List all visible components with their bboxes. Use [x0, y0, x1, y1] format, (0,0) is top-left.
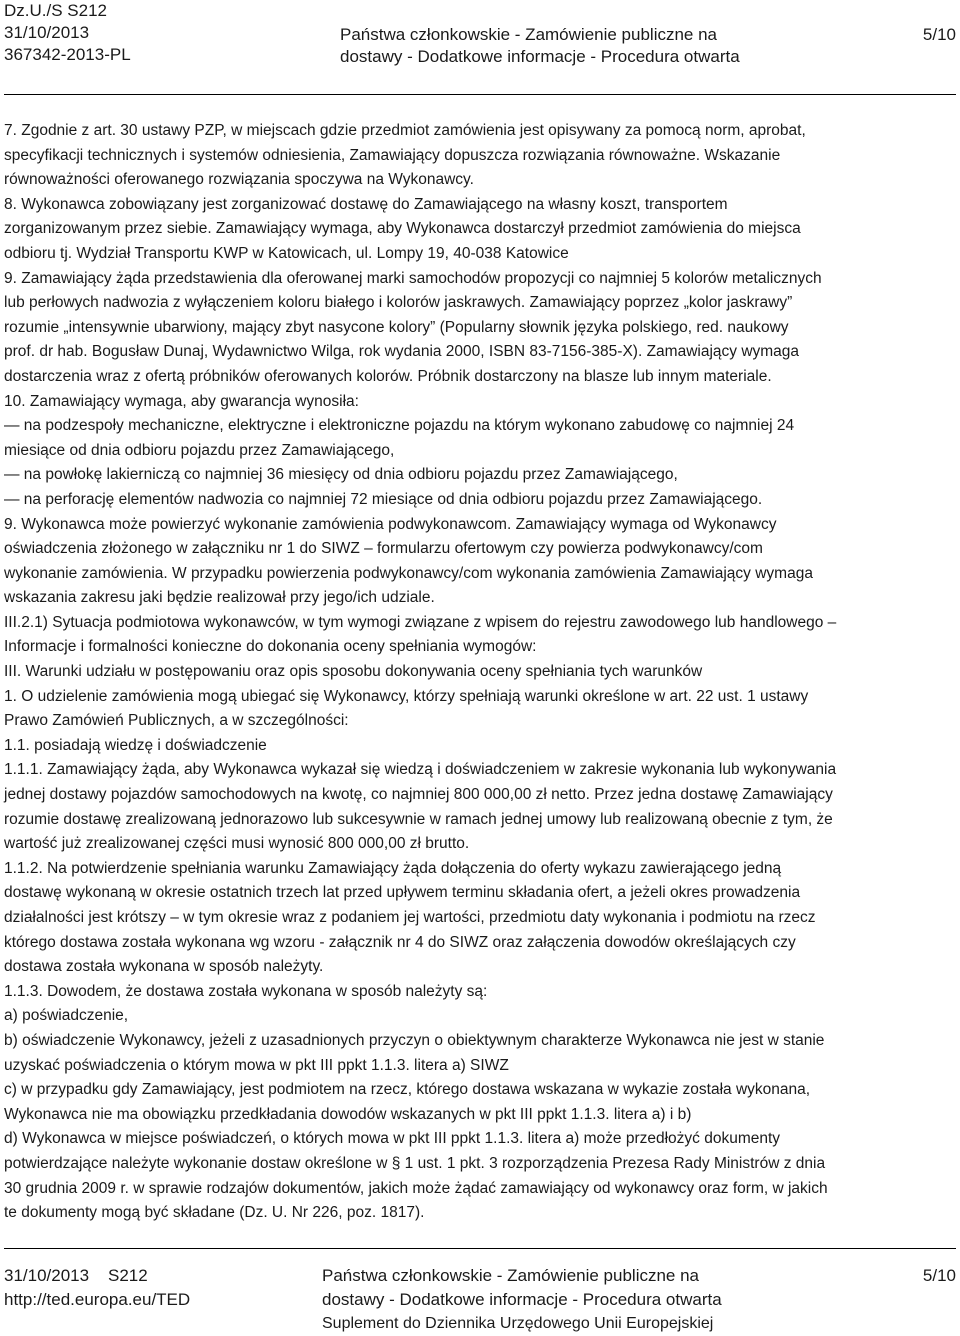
header-divider [4, 94, 956, 95]
footer-document-info [4, 1264, 190, 1312]
journal-reference: Dz.U./S S212 [4, 1, 107, 20]
text-line: 1.1.3. Dowodem, że dostawa została wykonana w sposób należyty są: [4, 982, 488, 1000]
text-line: 10. Zamawiający wymaga, aby gwarancja wynosiła: [4, 392, 359, 410]
text-line: 30 grudnia 2009 r. w sprawie rodzajów dokumentów, jakich może żądać zamawiający od wykonawcy oraz form, w jakich [4, 1179, 828, 1197]
text-line: dostawa została wykonana w sposób należyty. [4, 958, 324, 976]
footer-page-number: 5/10 [922, 1266, 956, 1285]
text-line: Wykonawca nie ma obowiązku przedkładania dowodów wskazanych w pkt III ppkt 1.1.3. litera a) i b) [4, 1105, 692, 1123]
footer-date: 31/10/2013 [4, 1266, 90, 1285]
text-line: rozumie dostawę zrealizowaną jednorazowo lub sukcesywnie w ramach jednej umowy lub realizowaną obecnie z tym, że [4, 810, 833, 828]
text-line: lub perłowych nadwozia z wyłączeniem koloru białego i kolorów jaskrawych. Zamawiający poprzez „kolor jaskrawy” [4, 294, 793, 312]
text-line: 9. Zamawiający żąda przedstawienia dla oferowanej marki samochodów propozycji co najmniej 5 kolorów metalicznych [4, 269, 822, 287]
text-line: — na powłokę lakierniczą co najmniej 36 miesięcy od dnia odbioru pojazdu przez Zamawiającego, [4, 466, 678, 484]
header-notice-type-line-2: dostawy - Dodatkowe informacje - Procedura otwarta [340, 47, 740, 66]
text-line: wartość już zrealizowanej części musi wynosić 800 000,00 zł brutto. [4, 835, 470, 853]
footer-notice-type [322, 1264, 722, 1336]
text-line: Informacje i formalności konieczne do dokonania oceny spełniania wymogów: [4, 638, 537, 656]
text-line: 1.1. posiadają wiedzę i doświadczenie [4, 736, 267, 754]
footer-supplement-title: Suplement do Dziennika Urzędowego Unii Europejskiej [322, 1315, 714, 1332]
text-line: dostarczenia wraz z ofertą próbników oferowanych kolorów. Próbnik dostarczony na blasze lub innym materiale. [4, 367, 772, 385]
header-notice-type-line-1: Państwa członkowskie - Zamówienie publiczne na [340, 25, 718, 44]
text-line: uzyskać poświadczenia o którym mowa w pkt III ppkt 1.1.3. litera a) SIWZ [4, 1056, 509, 1074]
text-line: 8. Wykonawca zobowiązany jest zorganizować dostawę do Zamawiającego na własny koszt, transportem [4, 195, 728, 213]
text-line: te dokumenty mogą być składane (Dz. U. Nr 226, poz. 1817). [4, 1204, 425, 1222]
footer-notice-type-line-1: Państwa członkowskie - Zamówienie publiczne na [322, 1266, 700, 1285]
text-line: zorganizowanym przez siebie. Zamawiający wymaga, aby Wykonawca dostarczył przedmiot zamówienia do miejsca [4, 220, 801, 238]
text-line: równoważności oferowanego rozwiązania spoczywa na Wykonawcy. [4, 171, 474, 189]
text-line: potwierdzające należyte wykonanie dostaw określone w § 1 ust. 1 pkt. 3 rozporządzenia Prezesa Rady Ministrów z dnia [4, 1154, 826, 1172]
text-line: a) poświadczenie, [4, 1007, 129, 1025]
header-notice-type [340, 24, 740, 68]
text-line: oświadczenia złożonego w załączniku nr 1 do SIWZ – formularzu ofertowym czy powierza podwykonawcy/com [4, 540, 763, 558]
text-line: d) Wykonawca w miejsce poświadczeń, o których mowa w pkt III ppkt 1.1.3. litera a) może przedłożyć dokumenty [4, 1130, 781, 1148]
text-line: III.2.1) Sytuacja podmiotowa wykonawców, w tym wymogi związane z wpisem do rejestru zawodowego lub handlowego – [4, 613, 837, 631]
text-line: 1.1.1. Zamawiający żąda, aby Wykonawca wykazał się wiedzą i doświadczeniem w zakresie wykonania lub wykonywania [4, 761, 837, 779]
notice-number: 367342-2013-PL [4, 45, 131, 64]
text-line: — na perforację elementów nadwozia co najmniej 72 miesiące od dnia odbioru pojazdu przez Zamawiającego. [4, 490, 763, 508]
header-page-number: 5/10 [922, 25, 956, 44]
text-line: miesiące od dnia odbioru pojazdu przez Zamawiającego, [4, 441, 395, 459]
footer-url: http://ted.europa.eu/TED [4, 1290, 191, 1309]
footer-divider [4, 1248, 956, 1249]
publication-date: 31/10/2013 [4, 23, 90, 42]
text-line: którego dostawa została wykonana wg wzoru - załącznik nr 4 do SIWZ oraz załączenia dowodów określających czy [4, 933, 796, 951]
text-line: działalności jest krótszy – w tym okresie wraz z podaniem jej wartości, przedmiotu daty wykonania i podmiotu na rzecz [4, 909, 816, 926]
text-line: jednej dostawy pojazdów samochodowych na kwotę, co najmniej 800 000,00 zł netto. Przez jedna dostawę Zamawiający [4, 786, 833, 804]
text-line: dostawę wykonaną w okresie ostatnich trzech lat przed upływem terminu składania ofert, a jeżeli okres prowadzenia [4, 884, 801, 902]
text-line: prof. dr hab. Bogusław Dunaj, Wydawnictwo Wilga, rok wydania 2000, ISBN 83-7156-385-X). Zamawiający wymaga [4, 343, 800, 361]
text-line: wykonanie zamówienia. W przypadku powierzenia podwykonawcy/com wykonania zamówienia Zamawiający wymaga [4, 564, 813, 582]
text-line: odbioru tj. Wydział Transportu KWP w Katowicach, ul. Lompy 19, 40-038 Katowice [4, 244, 569, 262]
header-document-info [4, 0, 131, 66]
footer-code: S212 [108, 1266, 148, 1285]
text-line: 9. Wykonawca może powierzyć wykonanie zamówienia podwykonawcom. Zamawiający wymaga od Wykonawcy [4, 515, 777, 533]
document-body [4, 119, 960, 1226]
text-line: b) oświadczenie Wykonawcy, jeżeli z uzasadnionych przyczyn o obiektywnym charakterze Wykonawca nie jest w stanie [4, 1031, 825, 1049]
text-line: c) w przypadku gdy Zamawiający, jest podmiotem na rzecz, którego dostawa wskazana w wykazie została wykonana, [4, 1081, 811, 1099]
text-line: specyfikacji technicznych i systemów odniesienia, Zamawiający dopuszcza rozwiązania równoważne. Wskazanie [4, 146, 781, 164]
text-line: 1.1.2. Na potwierdzenie spełniania warunku Zamawiający żąda dołączenia do oferty wykazu zawierającego jedną [4, 859, 782, 877]
footer-notice-type-line-2: dostawy - Dodatkowe informacje - Procedura otwarta [322, 1290, 722, 1309]
text-line: 1. O udzielenie zamówienia mogą ubiegać się Wykonawcy, którzy spełniają warunki określone w art. 22 ust. 1 ustawy [4, 687, 809, 705]
text-line: Prawo Zamówień Publicznych, a w szczególności: [4, 712, 349, 730]
text-line: rozumie „intensywnie ubarwiony, mający zbyt nasycone kolory” (Popularny słownik języka polskiego, red. naukowy [4, 318, 789, 336]
text-line: III. Warunki udziału w postępowaniu oraz opis sposobu dokonywania oceny spełniania tych warunków [4, 663, 703, 681]
text-line: — na podzespoły mechaniczne, elektryczne i elektroniczne pojazdu na którym wykonano zabudowę co najmniej 24 [4, 417, 795, 435]
text-line: 7. Zgodnie z art. 30 ustawy PZP, w miejscach gdzie przedmiot zamówienia jest opisywany za pomocą norm, aprobat, [4, 122, 806, 139]
text-line: wskazania zakresu jaki będzie realizował przy jego/ich udziale. [4, 589, 435, 607]
